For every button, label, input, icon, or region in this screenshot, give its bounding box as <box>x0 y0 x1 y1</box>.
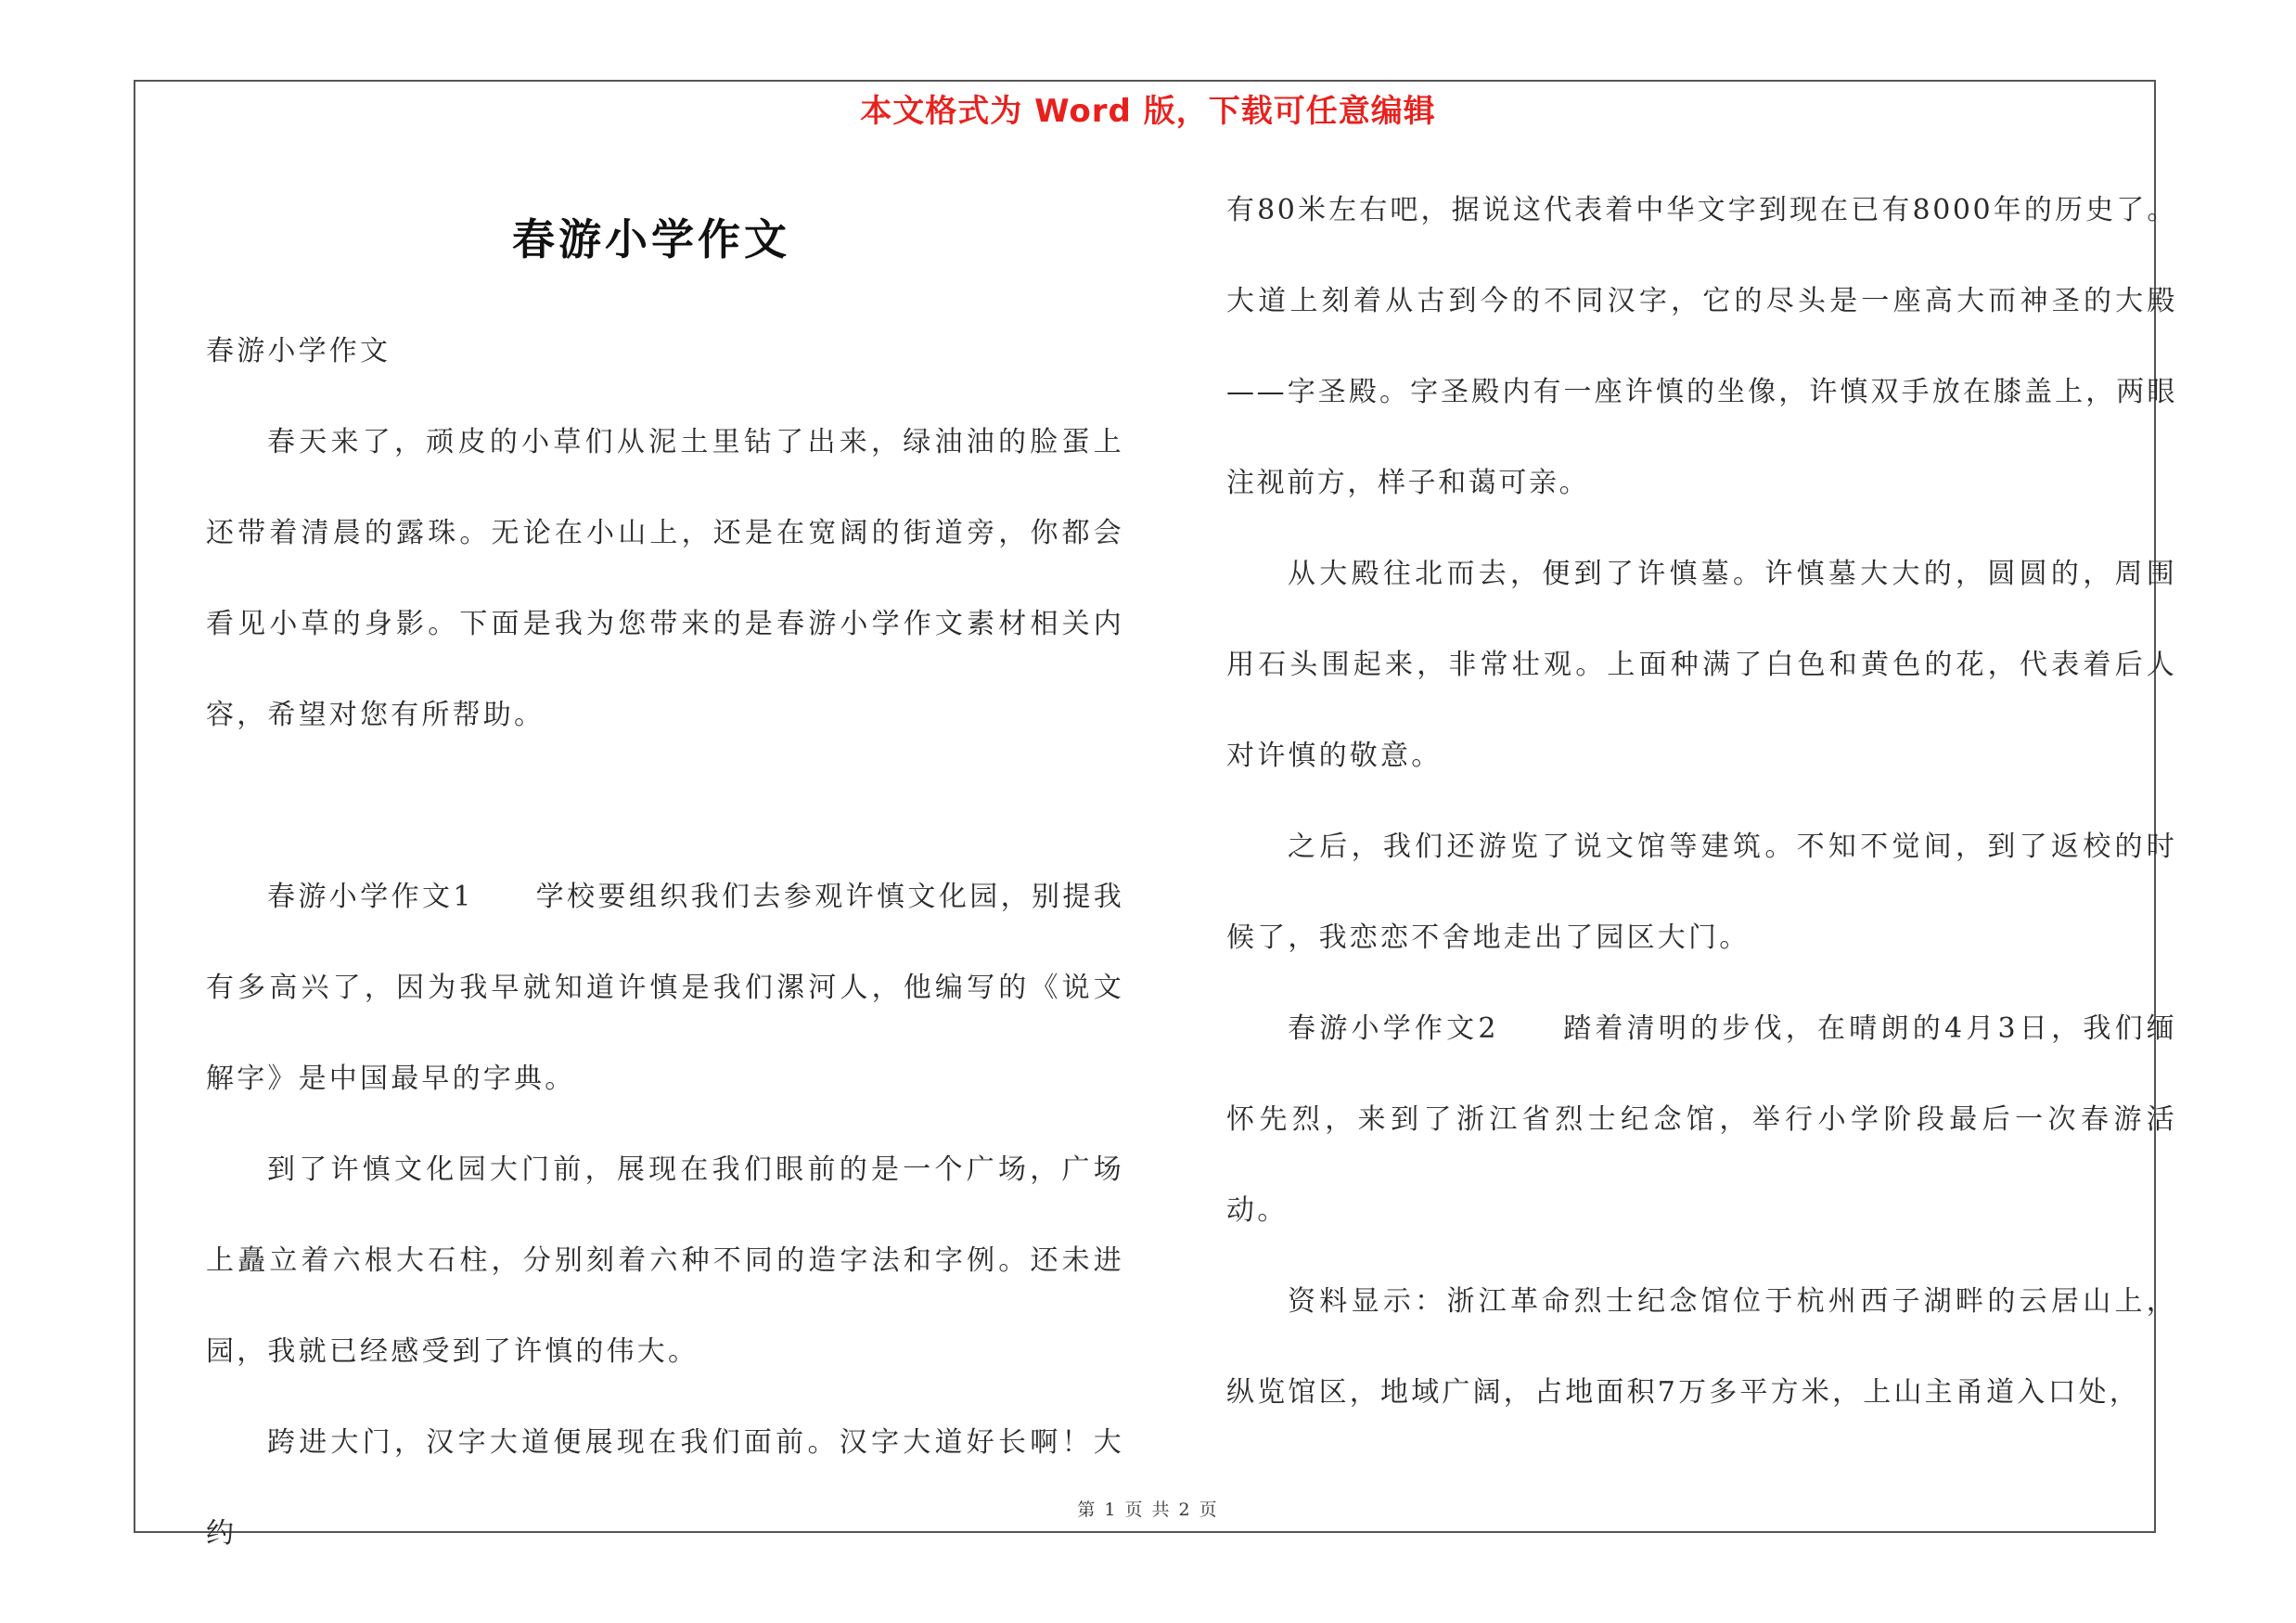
essay-2-paragraph: 春游小学作文2 踏着清明的步伐，在晴朗的4月3日，我们缅怀先烈，来到了浙江省烈士纪念馆，举行小学阶段最后一次春游活动。 <box>1226 1012 2177 1227</box>
essay-2-paragraph: 资料显示：浙江革命烈士纪念馆位于杭州西子湖畔的云居山上，纵览馆区，地域广阔，占地面积7万多平方米，上山主甬道入口处， <box>1226 1285 2177 1409</box>
essay-1-paragraph: 有80米左右吧，据说这代表着中华文字到现在已有8000年的历史了。大道上刻着从古到今的不同汉字，它的尽头是一座高大而神圣的大殿——字圣殿。字圣殿内有一座许慎的坐像，许慎双手放在膝盖上，两眼注视前方，样子和蔼可亲。 <box>1226 194 2177 499</box>
essay-1-paragraph: 从大殿往北而去，便到了许慎墓。许慎墓大大的，圆圆的，周围用石头围起来，非常壮观。上面种满了白色和黄色的花，代表着后人对许慎的敬意。 <box>1226 558 2177 772</box>
intro-paragraph: 春天来了，顽皮的小草们从泥土里钻了出来，绿油油的脸蛋上还带着清晨的露珠。无论在小山上，还是在宽阔的街道旁，你都会看见小草的身影。下面是我为您带来的是春游小学作文素材相关内容，希望对您有所帮助。 <box>206 426 1124 731</box>
essay-1-paragraph: 跨进大门，汉字大道便展现在我们面前。汉字大道好长啊！大约 <box>206 1426 1124 1550</box>
format-notice-banner: 本文格式为 Word 版，下载可任意编辑 <box>860 93 1436 130</box>
essay-1-paragraph: 春游小学作文1 学校要组织我们去参观许慎文化园，别提我有多高兴了，因为我早就知道许慎是我们漯河人，他编写的《说文解字》是中国最早的字典。 <box>206 881 1124 1095</box>
subtitle-paragraph: 春游小学作文 <box>206 335 391 367</box>
essay-1-paragraph: 到了许慎文化园大门前，展现在我们眼前的是一个广场，广场上矗立着六根大石柱，分别刻着六种不同的造字法和字例。还未进园，我就已经感受到了许慎的伟大。 <box>206 1153 1124 1368</box>
document-title: 春游小学作文 <box>512 214 790 264</box>
page-number: 第 1 页 共 2 页 <box>1077 1500 1219 1520</box>
essay-1-paragraph: 之后，我们还游览了说文馆等建筑。不知不觉间，到了返校的时候了，我恋恋不舍地走出了园区大门。 <box>1226 831 2177 954</box>
right-column <box>1226 165 2177 1438</box>
left-column <box>206 306 1124 1579</box>
